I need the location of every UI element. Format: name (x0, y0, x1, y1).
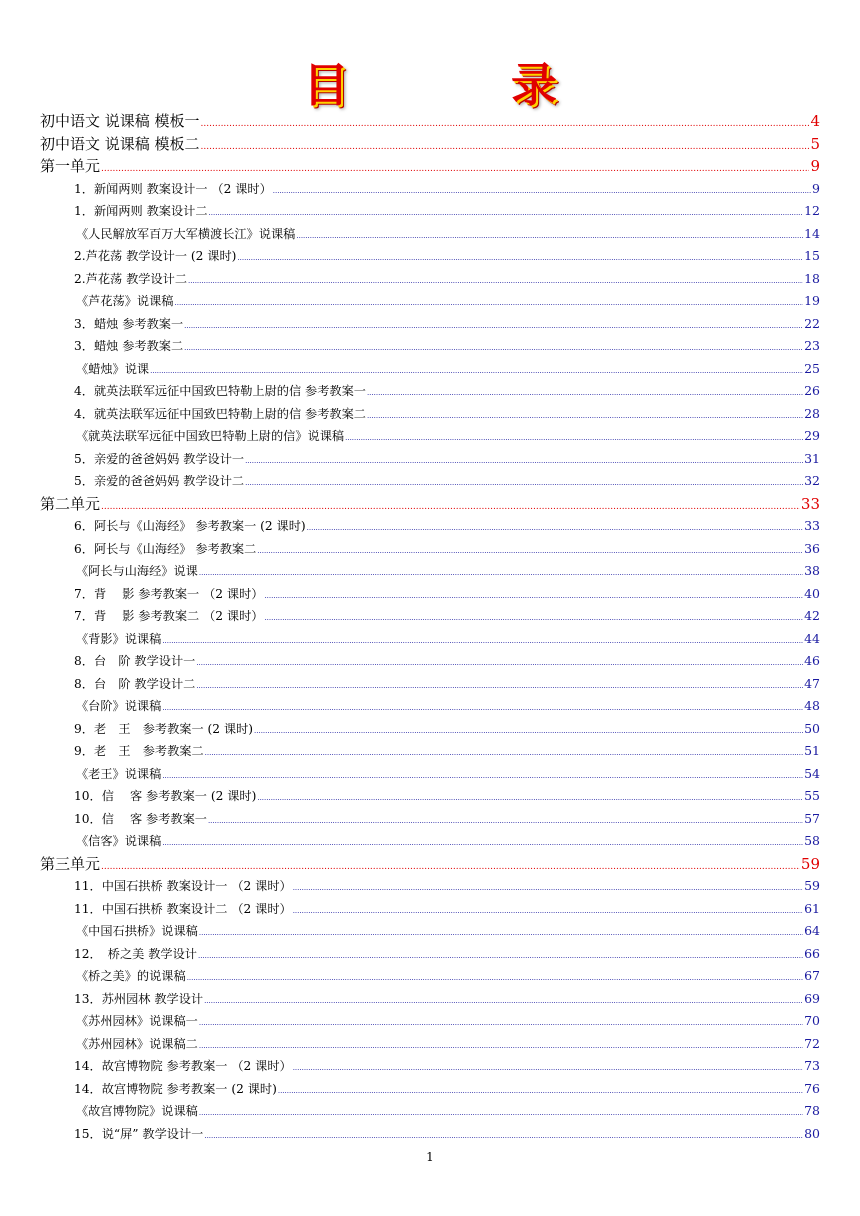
toc-page-number: 31 (804, 450, 820, 466)
toc-entry-title: 《人民解放军百万大军横渡长江》说课稿 (76, 226, 296, 241)
toc-page-number: 19 (804, 293, 820, 308)
toc-dot-leader (205, 740, 803, 763)
toc-entry-title: 《苏州园林》说课稿一 (76, 1014, 198, 1028)
toc-page-number: 50 (804, 720, 820, 736)
toc-section-entry[interactable] (40, 133, 820, 156)
toc-entry[interactable] (40, 1100, 820, 1123)
toc-page-number: 40 (804, 585, 820, 601)
toc-page-number: 69 (804, 990, 820, 1006)
toc-dot-leader (264, 583, 803, 606)
toc-dot-leader (254, 718, 803, 741)
toc-entry[interactable] (40, 358, 820, 381)
toc-entry-title: 第二单元 (40, 494, 101, 513)
toc-page-number: 36 (804, 540, 820, 556)
toc-entry[interactable] (40, 1078, 820, 1101)
toc-page-number: 70 (804, 1013, 820, 1028)
toc-entry-title: 第三单元 (40, 854, 101, 873)
toc-dot-leader (257, 785, 803, 808)
toc-entry[interactable] (40, 605, 820, 628)
toc-entry-title: 《桥之美》的说课稿 (76, 969, 186, 983)
toc-dot-leader (184, 313, 803, 336)
toc-dot-leader (293, 898, 803, 921)
toc-entry[interactable] (40, 560, 820, 583)
toc-dot-leader (187, 965, 803, 988)
toc-dot-leader (162, 763, 803, 786)
toc-entry-title: 14．故宫博物院 参考教案一 (2 课时) (74, 1081, 277, 1096)
toc-page-number: 23 (804, 338, 820, 353)
toc-page-number: 32 (804, 473, 820, 488)
toc-dot-leader (196, 650, 803, 673)
toc-dot-leader (101, 853, 800, 876)
toc-dot-leader (204, 988, 803, 1011)
toc-entry-title: 《中国石拱桥》说课稿 (76, 924, 198, 938)
toc-entry[interactable] (40, 268, 820, 291)
toc-entry[interactable] (40, 898, 820, 921)
toc-entry[interactable] (40, 673, 820, 696)
toc-entry[interactable] (40, 335, 820, 358)
toc-dot-leader (345, 425, 803, 448)
toc-entry[interactable] (40, 920, 820, 943)
toc-page-number: 59 (800, 854, 820, 873)
toc-entry-title: 《就英法联军远征中国致巴特勒上尉的信》说课稿 (76, 429, 345, 443)
toc-entry[interactable] (40, 470, 820, 493)
toc-dot-leader (199, 1033, 803, 1056)
toc-entry-title: 9．老 王 参考教案一 (2 课时) (74, 721, 254, 736)
toc-page-number: 73 (804, 1058, 820, 1073)
toc-entry[interactable] (40, 448, 820, 471)
toc-entry-title: 4．就英法联军远征中国致巴特勒上尉的信 参考教案二 (74, 406, 366, 421)
toc-page-number: 15 (804, 248, 820, 263)
toc-page-number: 14 (804, 225, 820, 241)
toc-dot-leader (237, 245, 803, 268)
toc-dot-leader (199, 560, 803, 583)
toc-entry-title: 5．亲爱的爸爸妈妈 教学设计一 (74, 451, 245, 466)
toc-entry-title: 8．台 阶 教学设计二 (74, 676, 196, 691)
toc-dot-leader (367, 403, 803, 426)
toc-page-number: 59 (804, 878, 820, 893)
toc-entry-title: 1．新闻两则 教案设计二 (74, 204, 208, 218)
toc-dot-leader (296, 223, 803, 246)
toc-dot-leader (184, 335, 803, 358)
toc-entry[interactable] (40, 943, 820, 966)
toc-dot-leader (175, 290, 804, 313)
toc-section-entry[interactable] (40, 853, 820, 876)
toc-entry-title: 《苏州园林》说课稿二 (76, 1036, 198, 1051)
toc-dot-leader (188, 268, 803, 291)
toc-dot-leader (162, 695, 803, 718)
toc-page-number: 64 (804, 923, 820, 938)
toc-entry[interactable] (40, 830, 820, 853)
toc-page-number: 80 (804, 1125, 820, 1141)
toc-entry-title: 5．亲爱的爸爸妈妈 教学设计二 (74, 474, 245, 488)
toc-entry-title: 《芦花荡》说课稿 (76, 294, 174, 308)
toc-page-number: 47 (804, 675, 820, 691)
toc-page-number: 54 (804, 765, 820, 781)
toc-entry-title: 《蜡烛》说课 (76, 361, 150, 376)
toc-dot-leader (293, 1055, 803, 1078)
toc-page-number: 66 (804, 945, 820, 961)
toc-dot-leader (367, 380, 803, 403)
toc-page-number: 57 (804, 810, 820, 826)
toc-dot-leader (245, 470, 803, 493)
toc-page-number: 9 (810, 157, 820, 175)
toc-entry[interactable] (40, 178, 820, 201)
toc-entry[interactable] (40, 1055, 820, 1078)
toc-entry-title: 初中语文 说课稿 模板一 (40, 112, 200, 130)
toc-entry[interactable] (40, 988, 820, 1011)
toc-page-number: 58 (804, 833, 820, 848)
toc-page-number: 4 (810, 112, 820, 130)
toc-entry-title: 6．阿长与《山海经》 参考教案二 (74, 541, 257, 556)
toc-page-number: 67 (804, 968, 820, 983)
toc-entry[interactable] (40, 290, 820, 313)
toc-page-number: 51 (804, 743, 820, 758)
toc-page-number: 72 (804, 1035, 820, 1051)
toc-entry-title: 第一单元 (40, 157, 101, 175)
toc-page-number: 28 (804, 405, 820, 421)
toc-entry[interactable] (40, 1123, 820, 1146)
toc-entry-title: 6．阿长与《山海经》 参考教案一 (2 课时) (74, 519, 306, 533)
toc-entry-title: 12． 桥之美 教学设计 (74, 946, 197, 961)
toc-dot-leader (273, 178, 811, 201)
toc-dot-leader (162, 830, 803, 853)
toc-entry-title: 2.芦花荡 教学设计一 (2 课时) (74, 249, 237, 263)
toc-entry-title: 《台阶》说课稿 (76, 699, 162, 713)
toc-page-number: 12 (804, 203, 820, 218)
toc-entry[interactable] (40, 313, 820, 336)
toc-page-number: 9 (812, 180, 820, 196)
toc-page-number: 18 (804, 270, 820, 286)
toc-entry-title: 8．台 阶 教学设计一 (74, 654, 196, 668)
toc-entry-title: 1．新闻两则 教案设计一 （2 课时） (74, 181, 272, 196)
toc-entry[interactable] (40, 425, 820, 448)
toc-entry-title: 《信客》说课稿 (76, 834, 162, 848)
toc-entry-title: 11．中国石拱桥 教案设计一 （2 课时） (74, 879, 292, 893)
toc-entry[interactable] (40, 785, 820, 808)
toc-entry[interactable] (40, 1010, 820, 1033)
toc-entry[interactable] (40, 200, 820, 223)
toc-page-number: 25 (804, 360, 820, 376)
toc-entry-title: 14．故宫博物院 参考教案一 （2 课时） (74, 1059, 292, 1073)
toc-entry[interactable] (40, 695, 820, 718)
toc-page-number: 5 (810, 134, 820, 153)
toc-entry[interactable] (40, 583, 820, 606)
toc-page-number: 22 (804, 315, 820, 331)
toc-dot-leader (257, 538, 803, 561)
toc-section-entry[interactable] (40, 110, 820, 133)
toc-dot-leader (209, 200, 804, 223)
toc-entry[interactable] (40, 650, 820, 673)
toc-dot-leader (201, 110, 810, 133)
toc-entry-title: 11．中国石拱桥 教案设计二 （2 课时） (74, 901, 292, 916)
toc-dot-leader (198, 943, 803, 966)
toc-dot-leader (264, 605, 803, 628)
toc-entry-title: 《故宫博物院》说课稿 (76, 1104, 198, 1118)
toc-entry-title: 3．蜡烛 参考教案二 (74, 339, 184, 353)
toc-page-number: 46 (804, 653, 820, 668)
toc-entry-title: 9．老 王 参考教案二 (74, 744, 204, 758)
toc-dot-leader (245, 448, 803, 471)
table-of-contents (40, 110, 820, 1145)
toc-dot-leader (162, 628, 803, 651)
toc-entry[interactable] (40, 223, 820, 246)
toc-page-number: 33 (804, 518, 820, 533)
toc-dot-leader (199, 1100, 803, 1123)
toc-dot-leader (150, 358, 803, 381)
toc-page-number: 76 (804, 1080, 820, 1096)
toc-entry-title: 3．蜡烛 参考教案一 (74, 316, 184, 331)
toc-section-entry[interactable] (40, 493, 820, 516)
page-number: 1 (426, 1150, 434, 1164)
toc-entry-title: 4．就英法联军远征中国致巴特勒上尉的信 参考教案一 (74, 384, 366, 398)
toc-dot-leader (199, 920, 803, 943)
toc-entry-title: 《阿长与山海经》说课 (76, 564, 198, 578)
toc-dot-leader (101, 493, 800, 516)
toc-entry[interactable] (40, 763, 820, 786)
toc-entry[interactable] (40, 628, 820, 651)
toc-section-entry[interactable] (40, 155, 820, 178)
toc-dot-leader (307, 515, 803, 538)
toc-page-number: 38 (804, 563, 820, 578)
toc-entry[interactable] (40, 538, 820, 561)
toc-dot-leader (199, 1010, 803, 1033)
toc-entry[interactable] (40, 965, 820, 988)
toc-entry-title: 7．背 影 参考教案二 （2 课时） (74, 609, 264, 623)
toc-entry-title: 13．苏州园林 教学设计 (74, 991, 204, 1006)
toc-page-number: 61 (804, 900, 820, 916)
toc-page-number: 48 (804, 698, 820, 713)
toc-entry-title: 《背影》说课稿 (76, 631, 162, 646)
toc-page-number: 78 (804, 1103, 820, 1118)
toc-dot-leader (196, 673, 803, 696)
toc-entry-title: 《老王》说课稿 (76, 766, 162, 781)
toc-entry[interactable] (40, 740, 820, 763)
toc-entry-title: 2.芦花荡 教学设计二 (74, 271, 188, 286)
toc-entry-title: 15．说“屏” 教学设计一 (74, 1126, 204, 1141)
toc-entry-title: 10．信 客 参考教案一 (2 课时) (74, 789, 257, 803)
toc-page-number: 44 (804, 630, 820, 646)
toc-page-number: 33 (800, 494, 820, 513)
toc-entry-title: 初中语文 说课稿 模板二 (40, 134, 200, 153)
toc-dot-leader (293, 875, 803, 898)
toc-page-number: 55 (804, 788, 820, 803)
toc-page-number: 26 (804, 383, 820, 398)
toc-entry-title: 10．信 客 参考教案一 (74, 811, 207, 826)
page-title: 目 录 (303, 58, 615, 112)
toc-entry[interactable] (40, 245, 820, 268)
toc-entry[interactable] (40, 515, 820, 538)
toc-entry[interactable] (40, 808, 820, 831)
toc-page-number: 29 (804, 428, 820, 443)
toc-dot-leader (201, 133, 810, 156)
toc-entry[interactable] (40, 718, 820, 741)
toc-entry[interactable] (40, 1033, 820, 1056)
toc-entry[interactable] (40, 380, 820, 403)
toc-dot-leader (208, 808, 803, 831)
toc-dot-leader (204, 1123, 803, 1146)
toc-dot-leader (101, 155, 809, 178)
toc-entry[interactable] (40, 403, 820, 426)
toc-entry[interactable] (40, 875, 820, 898)
toc-dot-leader (278, 1078, 803, 1101)
toc-page-number: 42 (804, 608, 820, 623)
toc-entry-title: 7．背 影 参考教案一 （2 课时） (74, 586, 264, 601)
